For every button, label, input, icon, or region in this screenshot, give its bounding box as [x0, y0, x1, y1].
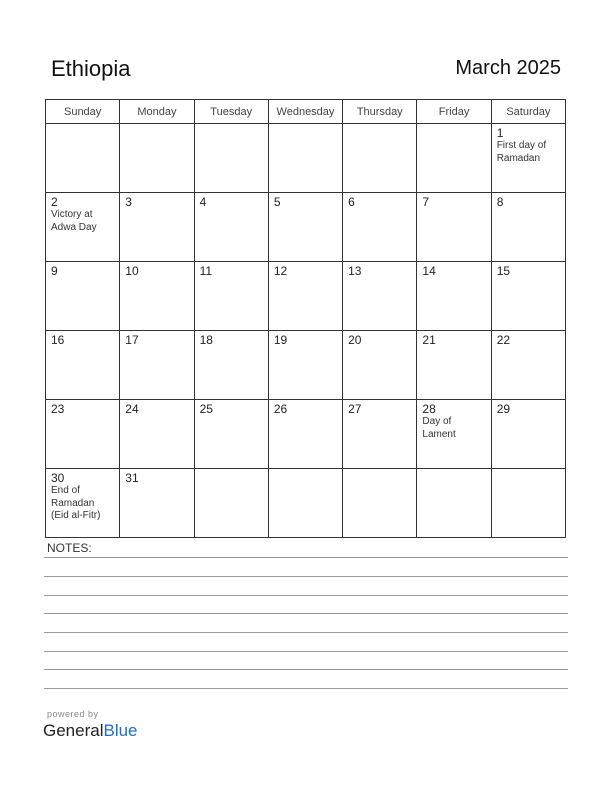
day-number: 8: [496, 195, 504, 209]
day-number: 2: [51, 195, 58, 209]
week-row: [46, 262, 566, 331]
day-number: 29: [496, 402, 511, 416]
note-line: [44, 688, 568, 689]
week-row: [46, 331, 566, 400]
day-number: 11: [199, 264, 213, 278]
day-cell: [343, 331, 417, 400]
day-number: 18: [199, 333, 213, 347]
note-line: [44, 576, 568, 577]
day-number: 10: [125, 264, 139, 278]
day-number: 27: [348, 402, 362, 416]
holiday-label: Victory at Adwa Day: [51, 209, 97, 233]
week-row: [46, 124, 566, 193]
holiday-label: First day of Ramadan: [496, 140, 547, 164]
day-cell: [268, 400, 342, 469]
day-cell: [343, 193, 417, 262]
weekday-header: Wednesday: [268, 100, 342, 124]
day-cell: [343, 400, 417, 469]
day-number: 12: [273, 264, 288, 278]
day-cell: [46, 262, 120, 331]
day-cell: [268, 331, 342, 400]
day-cell: [268, 262, 342, 331]
day-cell: [491, 262, 565, 331]
day-number: 1: [496, 126, 504, 140]
day-number: 15: [496, 264, 511, 278]
powered-by-text: powered by: [47, 709, 99, 719]
note-line: [44, 669, 568, 670]
day-cell: [46, 331, 120, 400]
day-number: 30: [51, 471, 65, 485]
day-cell: [120, 262, 194, 331]
weekday-header: Tuesday: [194, 100, 268, 124]
note-line: [44, 595, 568, 596]
day-number: 19: [273, 333, 288, 347]
day-number: 21: [422, 333, 436, 347]
day-number: 23: [51, 402, 65, 416]
day-cell: [46, 124, 120, 193]
day-cell: [491, 331, 565, 400]
calendar-grid: [45, 99, 566, 538]
day-cell: [194, 469, 268, 538]
note-line: [44, 651, 568, 652]
day-cell: [343, 262, 417, 331]
day-number: 3: [125, 195, 132, 209]
day-cell: [46, 469, 120, 538]
day-number: 14: [422, 264, 436, 278]
note-line: [44, 557, 568, 558]
day-cell: [194, 262, 268, 331]
day-cell: [417, 124, 491, 193]
day-cell: [491, 124, 565, 193]
day-number: 4: [199, 195, 207, 209]
day-cell: [268, 193, 342, 262]
note-line: [44, 613, 568, 614]
month-year-title: March 2025: [455, 57, 561, 79]
day-number: 9: [51, 264, 58, 278]
day-cell: [120, 469, 194, 538]
brand-general: General: [43, 721, 104, 740]
week-row: [46, 400, 566, 469]
day-cell: [491, 400, 565, 469]
day-number: 24: [125, 402, 139, 416]
day-cell: [268, 124, 342, 193]
day-number: 7: [422, 195, 430, 209]
day-cell: [491, 193, 565, 262]
weekday-header: Monday: [120, 100, 194, 124]
day-number: 20: [348, 333, 362, 347]
day-cell: [46, 193, 120, 262]
day-number: 28: [422, 402, 436, 416]
day-number: 26: [273, 402, 288, 416]
brand-blue: Blue: [103, 721, 138, 740]
day-number: 5: [273, 195, 281, 209]
weekday-header: Thursday: [343, 100, 417, 124]
day-cell: [120, 124, 194, 193]
day-number: 16: [51, 333, 65, 347]
day-cell: [268, 469, 342, 538]
day-cell: [417, 400, 491, 469]
day-cell: [194, 193, 268, 262]
day-number: 17: [125, 333, 139, 347]
day-cell: [194, 331, 268, 400]
country-title: Ethiopia: [51, 56, 131, 81]
day-cell: [120, 193, 194, 262]
day-number: 31: [125, 471, 139, 485]
week-row: [46, 193, 566, 262]
day-cell: [343, 124, 417, 193]
week-row: [46, 469, 566, 538]
holiday-label: End of Ramadan (Eid al-Fitr): [51, 485, 101, 521]
day-cell: [343, 469, 417, 538]
brand-logo: [43, 721, 138, 741]
day-cell: [194, 124, 268, 193]
weekday-header: Friday: [417, 100, 491, 124]
weekday-header: Sunday: [46, 100, 120, 124]
day-cell: [417, 469, 491, 538]
day-cell: [491, 469, 565, 538]
holiday-label: Day of Lament: [422, 416, 456, 440]
day-cell: [417, 193, 491, 262]
day-cell: [194, 400, 268, 469]
day-number: 22: [496, 333, 511, 347]
calendar-body: [46, 124, 566, 538]
day-cell: [120, 400, 194, 469]
notes-label: NOTES:: [47, 541, 92, 555]
weekday-header-row: [46, 100, 566, 124]
day-number: 6: [348, 195, 355, 209]
note-line: [44, 632, 568, 633]
day-number: 13: [348, 264, 362, 278]
day-cell: [417, 331, 491, 400]
day-number: 25: [199, 402, 213, 416]
day-cell: [417, 262, 491, 331]
day-cell: [120, 331, 194, 400]
weekday-header: Saturday: [491, 100, 565, 124]
day-cell: [46, 400, 120, 469]
